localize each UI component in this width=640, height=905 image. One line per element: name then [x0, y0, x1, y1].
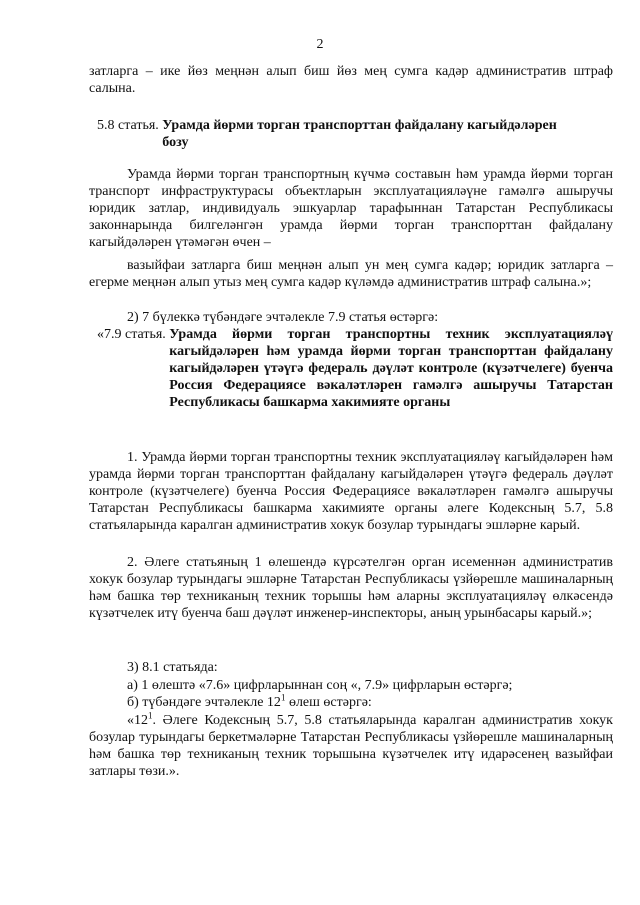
paragraph-article-5-8-fines: вазыйфаи затларга биш меңнән алып ун мең сумга кадәр; юридик затларга – егерме меңнән алып утыз мең сумга кадәр күләмдә административ штраф салына.»;: [89, 258, 613, 290]
article-5-8-label: 5.8 статья.: [97, 118, 163, 133]
paragraph-fine-continuation: затларга – ике йөз меңнән алып биш йөз мең сумга кадәр административ штраф салына.: [89, 64, 613, 96]
paragraph-item-3a: а) 1 өлештә «7.6» цифрларыннан соң «, 7.9» цифрларын өстәргә;: [127, 678, 513, 693]
paragraph-article-7-9-part-2: 2. Әлеге статьяның 1 өлешендә күрсәтелгән орган исеменнән административ хокук бозулар турындагы эшләрне Татарстан Республикасы үзйөрешле машиналарның һәм башка төр техниканың техник торышы һәм аларны эксплуатацияләү өлкәсендә күзәтчелек итү буенча баш дәүләт инженер-инспекторы, аның урынбасары карый.»;: [89, 555, 613, 621]
article-7-9-heading: [89, 326, 613, 411]
page-number: 2: [316, 37, 324, 52]
article-5-8-heading: [89, 117, 613, 151]
paragraph-article-5-8-body: Урамда йөрми торган транспортның күчмә составын һәм урамда йөрми торган транспорт инфраструктурасы объектларын эксплуатацияләүне гамәлгә ашыручы юридик затлар, индивидуаль эшкуарлар тарафыннан Татарстан Республикасы законнарында билгеләнгән урамда йөрми торган транспорттан файдалану кагыйдәләрен үтәмәгән өчен –: [89, 167, 613, 250]
paragraph-article-7-9-part-1: 1. Урамда йөрми торган транспортны техник эксплуатацияләү кагыйдәләрен һәм урамда йөрми торган транспорттан файдалану кагыйдәләрен үтәүгә федераль дәүләт контроле (күзәтчелеге) буенча Россия Федерациясе вәкаләтләрен гамәлгә ашыручы Татарстан Республикасы башкарма хакимияте органы әлеге Кодексның 5.7, 5.8 статьяларында каралган административ хокук бозулар турындагы эшләрне карый.: [89, 450, 613, 533]
paragraph-part-12-1: «$12^1$. Әлеге Кодексның 5.7, 5.8 статьяларында каралган административ хокук бозулар турындагы беркетмәләрне Татарстан Республикасы үзйөрешле машиналарның һәм башка төр техниканың техник торышына күзәтчелек итү идарәсенең вазыйфаи затлары төзи.».: [89, 710, 613, 779]
paragraph-item-3b: б) түбәндәге эчтәлекле $12^1$ өлеш өстәргә:: [127, 692, 372, 710]
article-7-9-label: «7.9 статья.: [97, 327, 170, 342]
article-5-8-title: Урамда йөрми торган транспорттан файдалану кагыйдәләрен бозу: [162, 118, 557, 150]
paragraph-item-2: 2) 7 бүлеккә түбәндәге эчтәлекле 7.9 статья өстәргә:: [127, 310, 439, 325]
article-7-9-title: Урамда йөрми торган транспортны техник эксплуатацияләү кагыйдәләрен һәм урамда йөрми торган транспорттан файдалану кагыйдәләрен үтәүгә федераль дәүләт контроле (күзәтчелеге) буенча Россия Федерациясе вәкаләтләрен гамәлгә ашыручы Татарстан Республикасы башкарма хакимияте органы: [169, 327, 613, 410]
paragraph-item-3: 3) 8.1 статьяда:: [127, 660, 218, 675]
